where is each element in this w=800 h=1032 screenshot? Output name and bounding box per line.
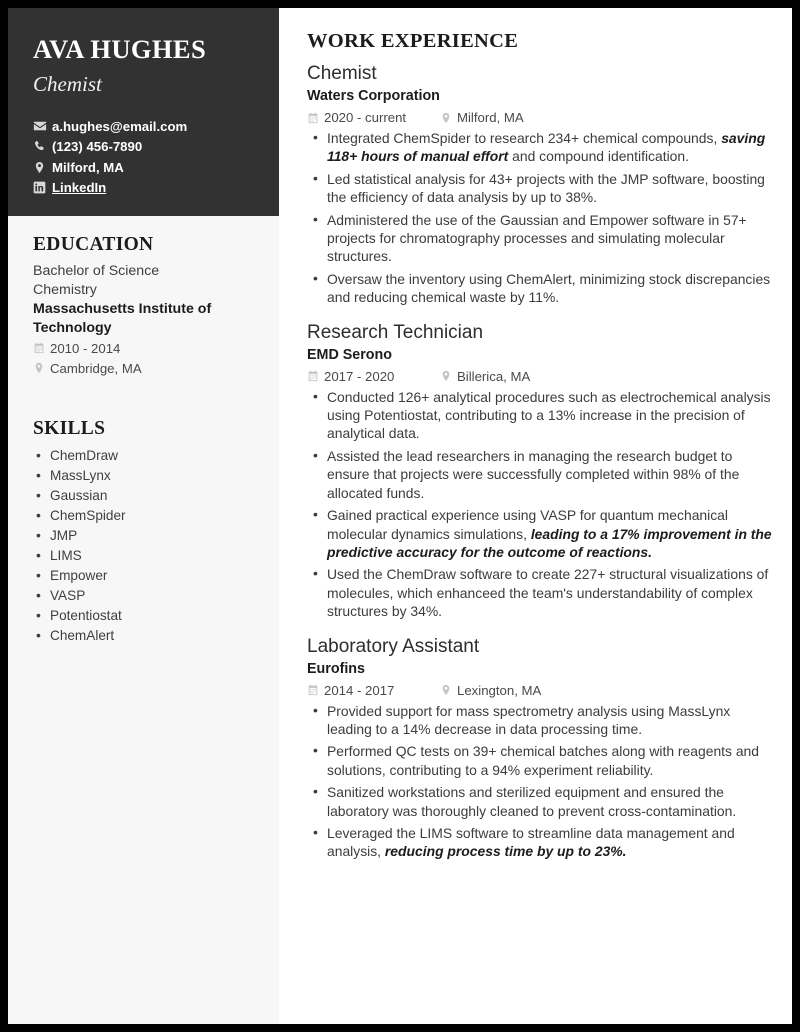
candidate-role: Chemist — [33, 72, 102, 96]
candidate-name: AVA HUGHES — [33, 34, 207, 64]
job-bullet: • Integrated ChemSpider to research 234+ chemical compounds, saving 118+ hours of manual effort and compound identification. — [307, 129, 772, 166]
skill-item: • Empower — [33, 566, 273, 586]
contact-list — [33, 116, 268, 198]
job-meta-row — [307, 108, 772, 127]
contact-phone-text: (123) 456-7890 — [52, 139, 143, 155]
envelope-icon — [33, 119, 52, 133]
skills-section — [33, 418, 273, 646]
skill-item: • ChemSpider — [33, 506, 273, 526]
job-dates: 2014 - 2017 — [324, 682, 395, 698]
job-title: Chemist — [307, 63, 377, 84]
education-location: Cambridge, MA — [50, 360, 142, 376]
job-dates: 2020 - current — [324, 110, 407, 125]
job-location: Billerica, MA — [457, 368, 531, 384]
skill-item: • JMP — [33, 526, 273, 546]
education-school: Massachusetts Institute of Technology — [33, 301, 212, 336]
contact-item-linkedin[interactable] — [33, 178, 268, 199]
education-degree: Bachelor of Science — [33, 263, 160, 279]
bullet-emphasis: reducing process time by up to 23%. — [384, 843, 627, 860]
job-bullet: • Leveraged the LIMS software to streamline data management and analysis, reducing process time by up to 23%. — [307, 824, 772, 861]
calendar-icon — [307, 684, 324, 696]
contact-item-location — [33, 157, 268, 178]
main-column — [279, 8, 792, 1024]
job-bullet: • Oversaw the inventory using ChemAlert, minimizing stock discrepancies and reducing chemical waste by 11%. — [307, 270, 772, 307]
calendar-icon — [307, 112, 324, 124]
job-title: Research Technician — [307, 321, 484, 343]
map-pin-icon — [440, 112, 457, 124]
education-location-row — [33, 359, 273, 377]
skill-item: • ChemDraw — [33, 446, 273, 466]
contact-location-text: Milford, MA — [52, 159, 124, 175]
job-bullet: • Assisted the lead researchers in managing the research budget to ensure that projects were successfully completed within 98% of the allocated funds. — [307, 447, 772, 502]
skill-item: • Gaussian — [33, 486, 273, 506]
job-bullet-list — [307, 702, 772, 861]
bullet-emphasis: saving 118+ hours of manual effort — [327, 130, 766, 165]
education-dates-row — [33, 339, 273, 357]
skill-item: • VASP — [33, 586, 273, 606]
job-bullet: • Sanitized workstations and sterilized equipment and ensured the laboratory was thoroughly cleaned to prevent cross-contamination. — [307, 783, 772, 820]
job-bullet: • Provided support for mass spectrometry analysis using MassLynx leading to a 14% decrease in data processing time. — [307, 702, 772, 739]
contact-linkedin-text: LinkedIn — [52, 180, 107, 196]
map-pin-icon — [440, 684, 457, 696]
resume-page — [8, 8, 792, 1024]
work-experience-heading: WORK EXPERIENCE — [307, 30, 519, 52]
work-experience-list — [307, 62, 772, 861]
bullet-emphasis: leading to a 17% improvement in the predictive accuracy for the outcome of reactions. — [327, 525, 772, 560]
job-title: Laboratory Assistant — [307, 635, 480, 657]
phone-icon — [33, 140, 52, 153]
job-bullet: • Conducted 126+ analytical procedures such as electrochemical analysis using Potentiostat, contributing to a 13% increase in the precision of analytical data. — [307, 388, 772, 443]
skill-item: • Potentiostat — [33, 606, 273, 626]
map-pin-icon — [440, 370, 457, 382]
job-bullet: • Administered the use of the Gaussian and Empower software in 57+ projects for chromatography processes and simulating molecular structures. — [307, 211, 772, 266]
map-pin-icon — [33, 362, 50, 374]
job-entry — [307, 321, 772, 621]
education-dates: 2010 - 2014 — [50, 340, 121, 356]
job-dates: 2017 - 2020 — [324, 368, 395, 384]
calendar-icon — [33, 342, 50, 354]
job-entry — [307, 635, 772, 861]
job-meta-row — [307, 367, 772, 386]
job-bullet: • Gained practical experience using VASP for quantum mechanical molecular dynamics simulations, leading to a 17% improvement in the predictive accuracy for the outcome of reactions. — [307, 506, 772, 561]
job-location: Milford, MA — [457, 110, 524, 125]
skills-heading: SKILLS — [33, 418, 106, 439]
linkedin-icon — [33, 181, 52, 194]
job-bullet-list — [307, 388, 772, 621]
job-bullet-list — [307, 129, 772, 307]
calendar-icon — [307, 370, 324, 382]
education-heading: EDUCATION — [33, 234, 154, 255]
job-bullet: • Led statistical analysis for 43+ projects with the JMP software, boosting the efficiency of data analysis by up to 38%. — [307, 170, 772, 207]
job-bullet: • Used the ChemDraw software to create 227+ structural visualizations of molecules, which enhanceed the team's understandability of complex structures by 34%. — [307, 565, 772, 620]
map-pin-icon — [33, 161, 52, 174]
skill-item: • LIMS — [33, 546, 273, 566]
job-company: Waters Corporation — [307, 88, 440, 104]
job-company: Eurofins — [307, 660, 365, 677]
job-location: Lexington, MA — [457, 682, 542, 698]
sidebar-header-panel — [8, 8, 279, 216]
skills-list — [33, 446, 273, 646]
job-entry — [307, 62, 772, 307]
sidebar — [8, 8, 279, 1024]
skill-item: • MassLynx — [33, 466, 273, 486]
education-field: Chemistry — [33, 281, 97, 298]
job-company: EMD Serono — [307, 346, 392, 363]
skill-item: • ChemAlert — [33, 626, 273, 646]
job-bullet: • Performed QC tests on 39+ chemical batches along with reagents and solutions, contributing to a 94% experiment reliability. — [307, 742, 772, 779]
contact-item-phone[interactable] — [33, 137, 268, 158]
contact-item-email[interactable] — [33, 116, 268, 137]
contact-email-text: a.hughes@email.com — [52, 118, 188, 134]
education-section — [33, 234, 273, 377]
job-meta-row — [307, 681, 772, 700]
